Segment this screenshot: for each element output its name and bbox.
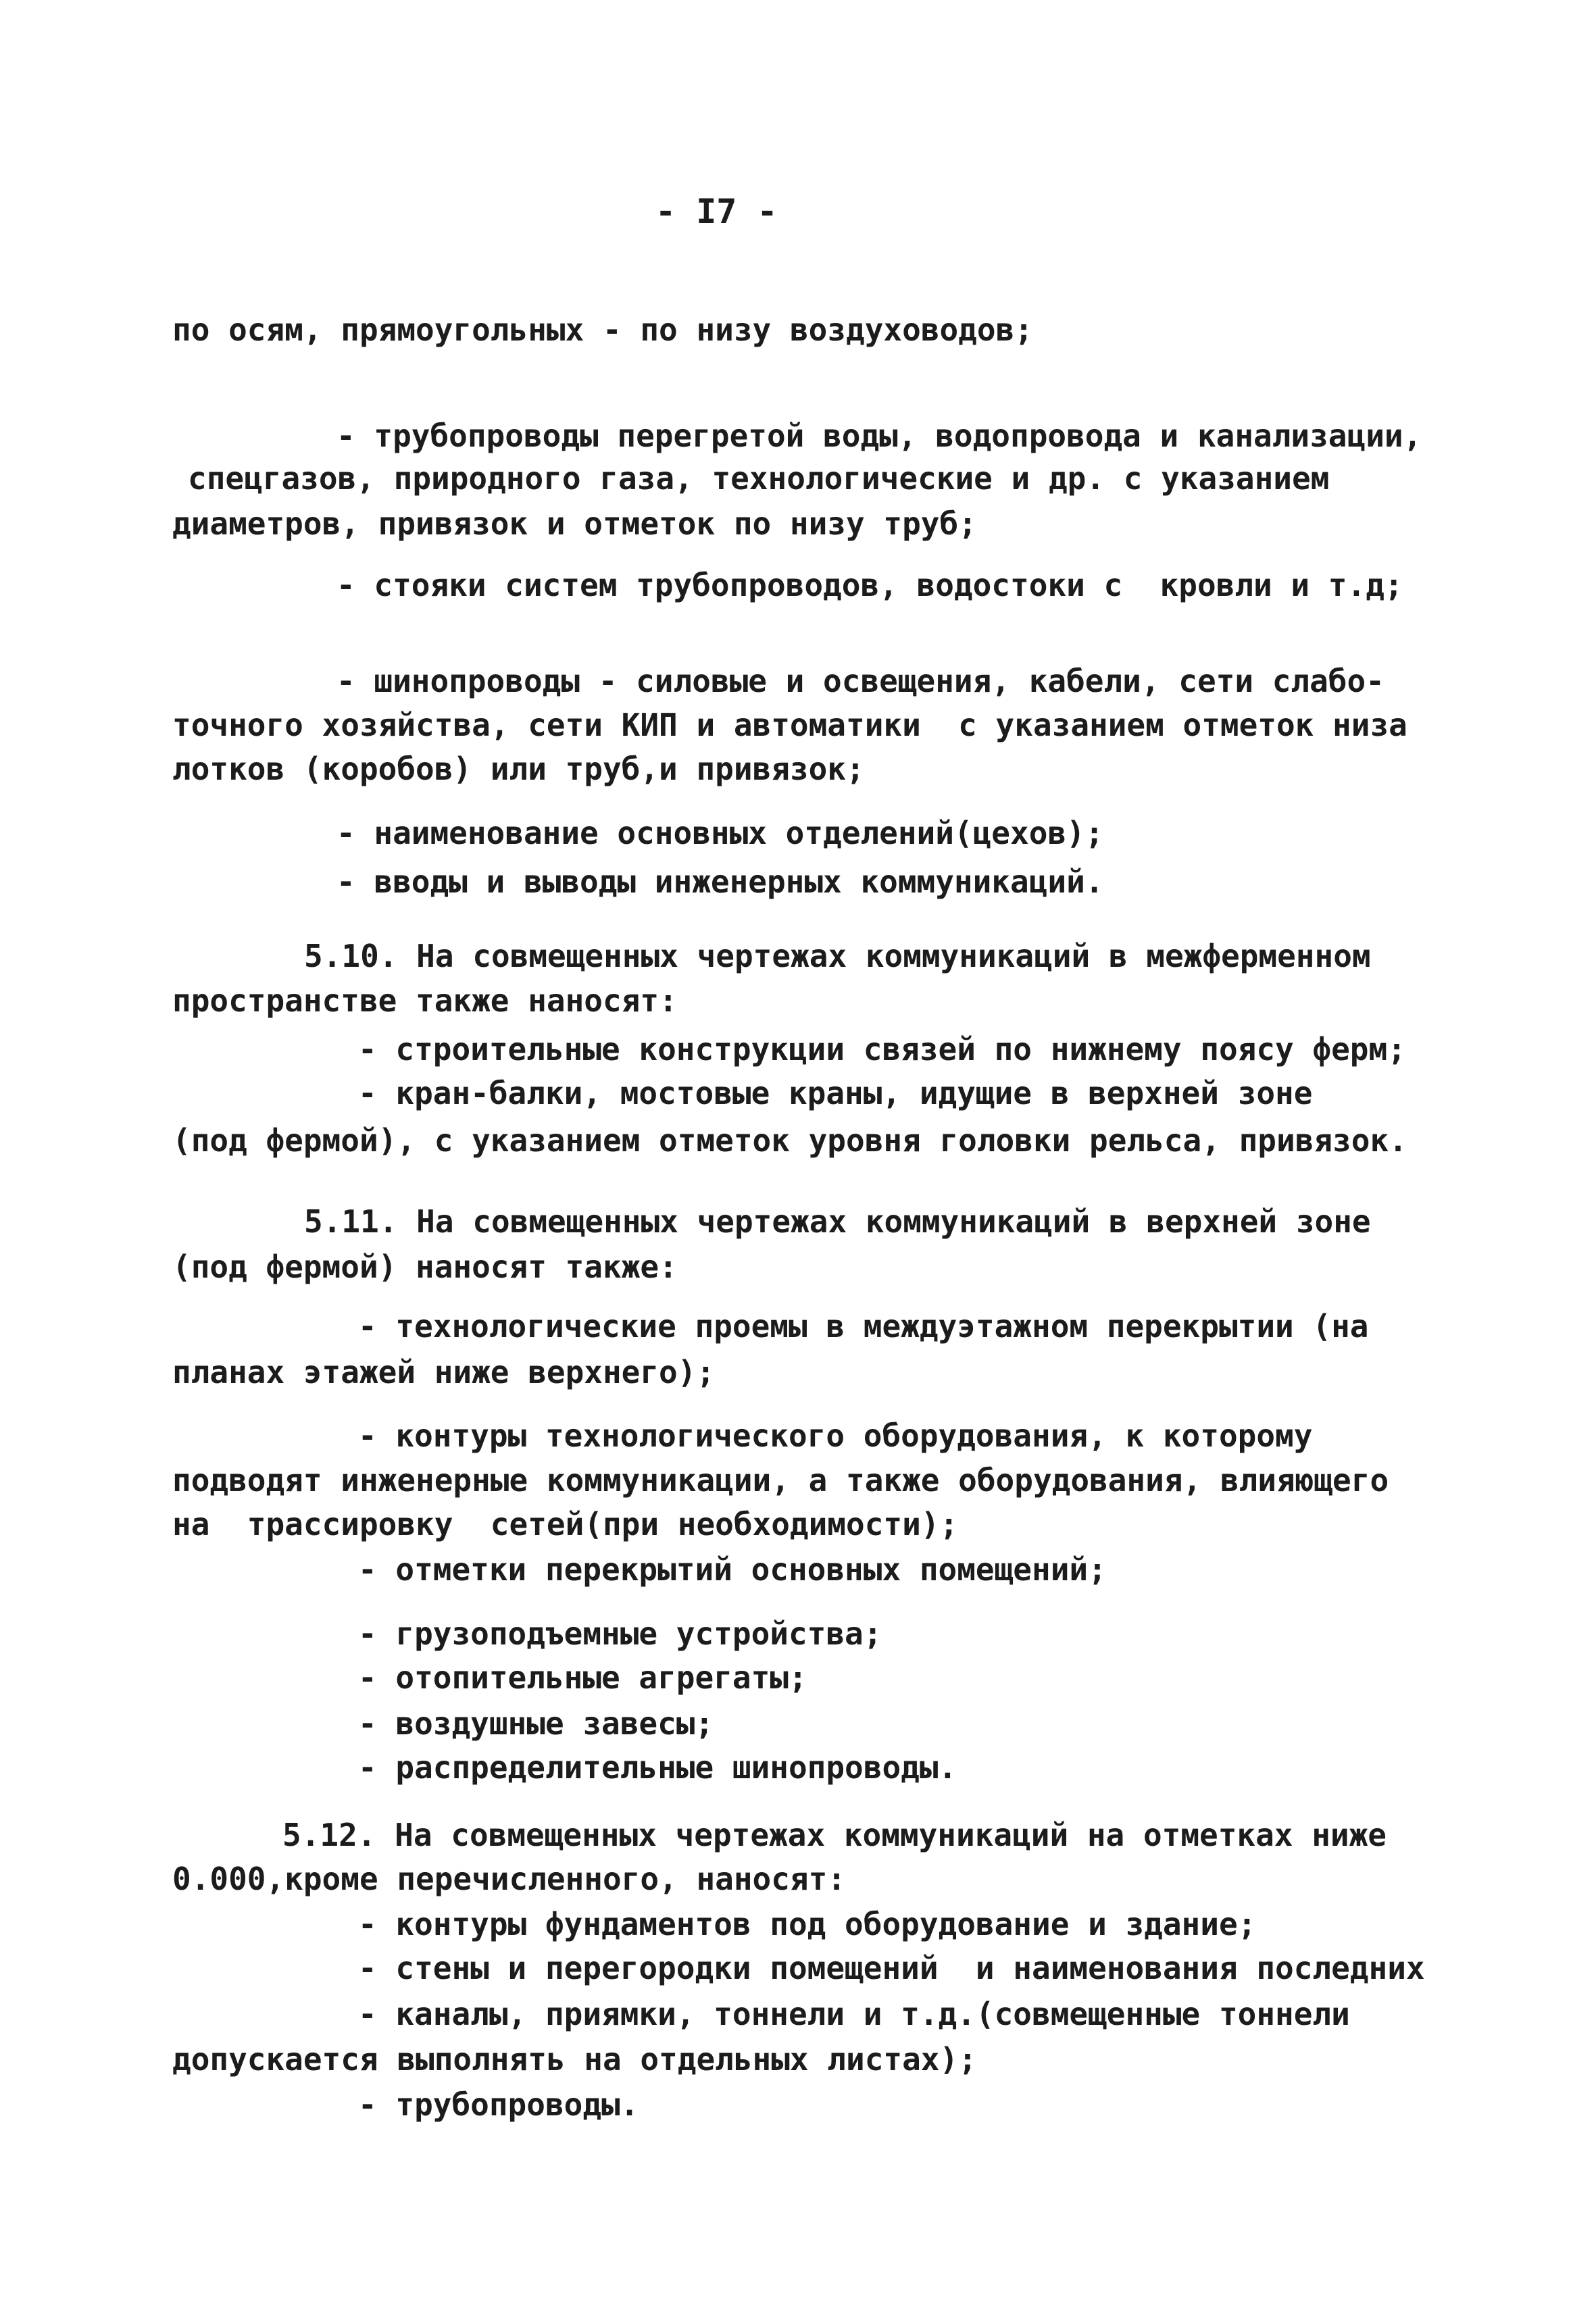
text-line: лотков (коробов) или труб,и привязок;: [172, 751, 865, 787]
text-line: - технологические проемы в междуэтажном перекрытии (на: [358, 1308, 1369, 1344]
text-line: допускается выполнять на отдельных листах);: [172, 2041, 977, 2078]
text-line: планах этажей ниже верхнего);: [172, 1354, 716, 1390]
text-line: - стояки систем трубопроводов, водостоки с кровли и т.д;: [336, 567, 1403, 603]
text-line: - шинопроводы - силовые и освещения, кабели, сети слабо-: [336, 663, 1385, 699]
text-line: 5.10. На совмещенных чертежах коммуникаций в межферменном: [304, 938, 1371, 974]
text-line: - трубопроводы перегретой воды, водопровода и канализации,: [336, 418, 1422, 454]
text-line: - воздушные завесы;: [358, 1705, 714, 1742]
text-line: - каналы, приямки, тоннели и т.д.(совмещенные тоннели: [358, 1996, 1350, 2032]
text-line: 0.000,кроме перечисленного, наносят:: [172, 1861, 846, 1897]
text-line: - контуры технологического оборудования, к которому: [358, 1417, 1313, 1454]
text-line: - распределительные шинопроводы.: [358, 1749, 957, 1786]
text-line: диаметров, привязок и отметок по низу труб;: [172, 505, 977, 542]
text-line: - трубопроводы.: [358, 2086, 639, 2123]
text-line: - стены и перегородки помещений и наименования последних: [358, 1950, 1425, 1986]
text-line: на трассировку сетей(при необходимости);: [172, 1506, 959, 1542]
text-line: - кран-балки, мостовые краны, идущие в верхней зоне: [358, 1075, 1313, 1111]
text-line: - отметки перекрытий основных помещений;: [358, 1551, 1107, 1588]
text-line: подводят инженерные коммуникации, а также оборудования, влияющего: [172, 1462, 1389, 1499]
text-line: - вводы и выводы инженерных коммуникаций.: [336, 863, 1104, 900]
text-line: точного хозяйства, сети КИП и автоматики с указанием отметок низа: [172, 707, 1407, 743]
text-line: - контуры фундаментов под оборудование и здание;: [358, 1906, 1257, 1942]
text-line: - наименование основных отделений(цехов);: [336, 815, 1104, 851]
page-number: - I7 -: [655, 192, 778, 231]
text-line: - строительные конструкции связей по нижнему поясу ферм;: [358, 1031, 1406, 1067]
text-line: пространстве также наносят:: [172, 982, 678, 1019]
text-line: - грузоподъемные устройства;: [358, 1615, 882, 1652]
text-line: (под фермой), с указанием отметок уровня головки рельса, привязок.: [172, 1122, 1407, 1159]
text-line: 5.11. На совмещенных чертежах коммуникаций в верхней зоне: [304, 1203, 1371, 1240]
text-line: по осям, прямоугольных - по низу воздуховодов;: [172, 311, 1033, 348]
text-line: - отопительные агрегаты;: [358, 1659, 807, 1696]
text-line: (под фермой) наносят также:: [172, 1249, 678, 1285]
text-line: 5.12. На совмещенных чертежах коммуникаций на отметках ниже: [282, 1817, 1387, 1853]
text-line: спецгазов, природного газа, технологические и др. с указанием: [188, 460, 1330, 497]
